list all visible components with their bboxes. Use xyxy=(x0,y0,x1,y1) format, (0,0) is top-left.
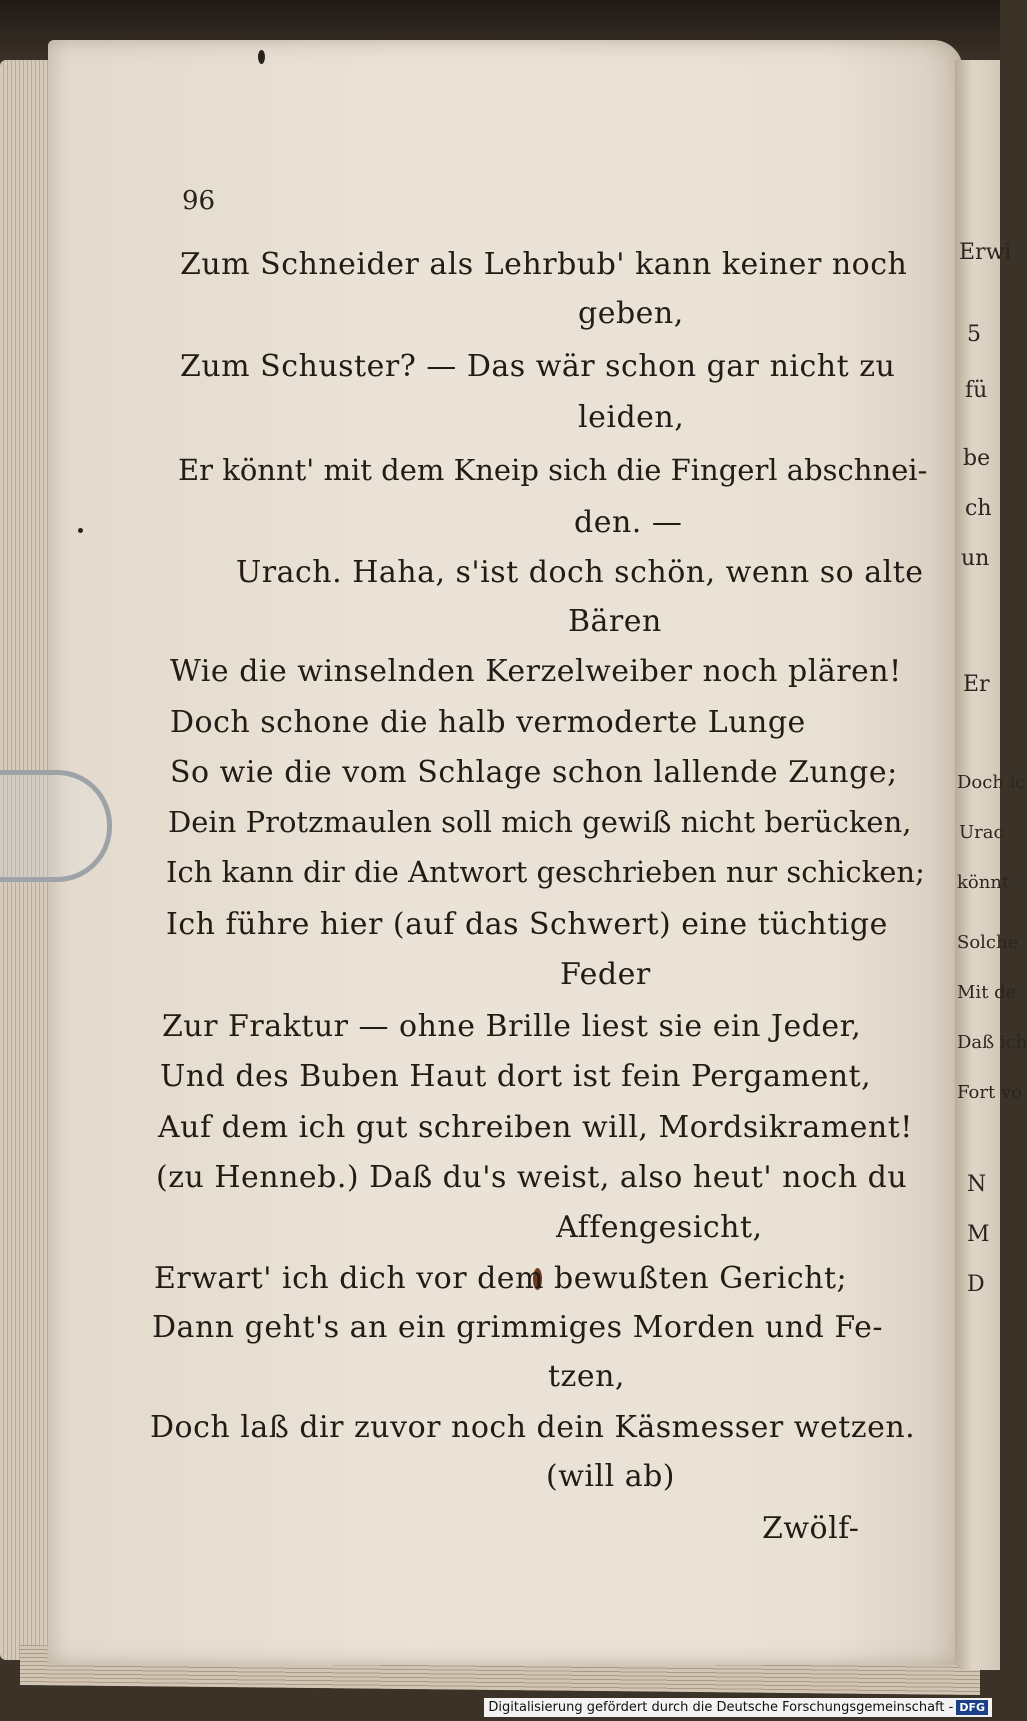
next-page-fragment: N xyxy=(967,1172,987,1197)
next-page-fragment: Solche xyxy=(957,932,1019,953)
text-line: Ich kann dir die Antwort geschrieben nur schicken; xyxy=(166,855,925,889)
next-page-fragment: Erwi xyxy=(959,240,1012,265)
stage-direction: (will ab) xyxy=(546,1459,675,1494)
next-page-fragment: Er xyxy=(963,672,990,697)
text-line: Doch schone die halb vermoderte Lunge xyxy=(170,705,806,740)
page-clip xyxy=(0,770,112,882)
text-line: Wie die winselnden Kerzelweiber noch plären! xyxy=(170,654,902,689)
text-line: Affengesicht, xyxy=(556,1210,763,1245)
next-page-fragment: Fort vo xyxy=(957,1082,1022,1103)
text-line: Doch laß dir zuvor noch dein Käsmesser wetzen. xyxy=(150,1410,916,1445)
text-line: Zum Schneider als Lehrbub' kann keiner noch xyxy=(180,247,908,282)
text-line: (zu Henneb.) Daß du's weist, also heut' noch du xyxy=(156,1160,908,1195)
text-line: Zum Schuster? — Das wär schon gar nicht zu xyxy=(180,349,896,384)
digitization-credit xyxy=(484,1698,992,1717)
text-line: Und des Buben Haut dort ist fein Pergament, xyxy=(160,1059,872,1094)
text-line: Dein Protzmaulen soll mich gewiß nicht berücken, xyxy=(168,805,912,839)
next-page-fragment: 5 xyxy=(967,322,981,347)
dfg-logo-icon: DFG xyxy=(956,1700,988,1715)
text-line: So wie die vom Schlage schon lallende Zunge; xyxy=(170,755,898,790)
ink-spot xyxy=(78,528,83,533)
ink-spot xyxy=(258,50,265,64)
next-page-fragment: D xyxy=(967,1272,985,1297)
next-page-fragment: un xyxy=(961,546,990,571)
text-line: Dann geht's an ein grimmiges Morden und Fe- xyxy=(152,1310,883,1345)
text-line: Bären xyxy=(568,604,662,639)
page-number: 96 xyxy=(182,186,216,216)
text-line: Zur Fraktur — ohne Brille liest sie ein Jeder, xyxy=(162,1009,862,1044)
next-page-fragment: Mit de xyxy=(957,982,1017,1003)
next-page-fragment: Daß ich xyxy=(957,1032,1027,1053)
text-line: tzen, xyxy=(548,1359,625,1394)
catchword: Zwölf- xyxy=(762,1511,860,1546)
speaker-line: Urach. Haha, s'ist doch schön, wenn so alte xyxy=(236,555,924,590)
text-line: Feder xyxy=(560,957,651,992)
next-page-fragment: be xyxy=(963,446,991,471)
text-line: Erwart' ich dich vor dem bewußten Gericht; xyxy=(154,1261,848,1296)
next-page-fragment: ch xyxy=(965,496,992,521)
next-page-edge xyxy=(955,60,1027,1670)
next-page-fragment: könnt xyxy=(957,872,1010,893)
credit-text: Digitalisierung gefördert durch die Deutsche Forschungsgemeinschaft - xyxy=(488,1700,954,1715)
text-line: den. — xyxy=(574,505,683,540)
next-page-fragment: Urac xyxy=(959,822,1004,843)
next-page-fragment: fü xyxy=(965,378,988,403)
next-page-fragment: M xyxy=(967,1222,990,1247)
text-line: Auf dem ich gut schreiben will, Mordsikrament! xyxy=(158,1110,913,1145)
text-line: geben, xyxy=(578,296,684,331)
text-line: leiden, xyxy=(578,400,685,435)
text-line: Ich führe hier (auf das Schwert) eine tüchtige xyxy=(166,907,888,942)
text-line: Er könnt' mit dem Kneip sich die Fingerl abschnei- xyxy=(178,453,928,487)
next-page-fragment: Doch ic xyxy=(957,772,1026,793)
